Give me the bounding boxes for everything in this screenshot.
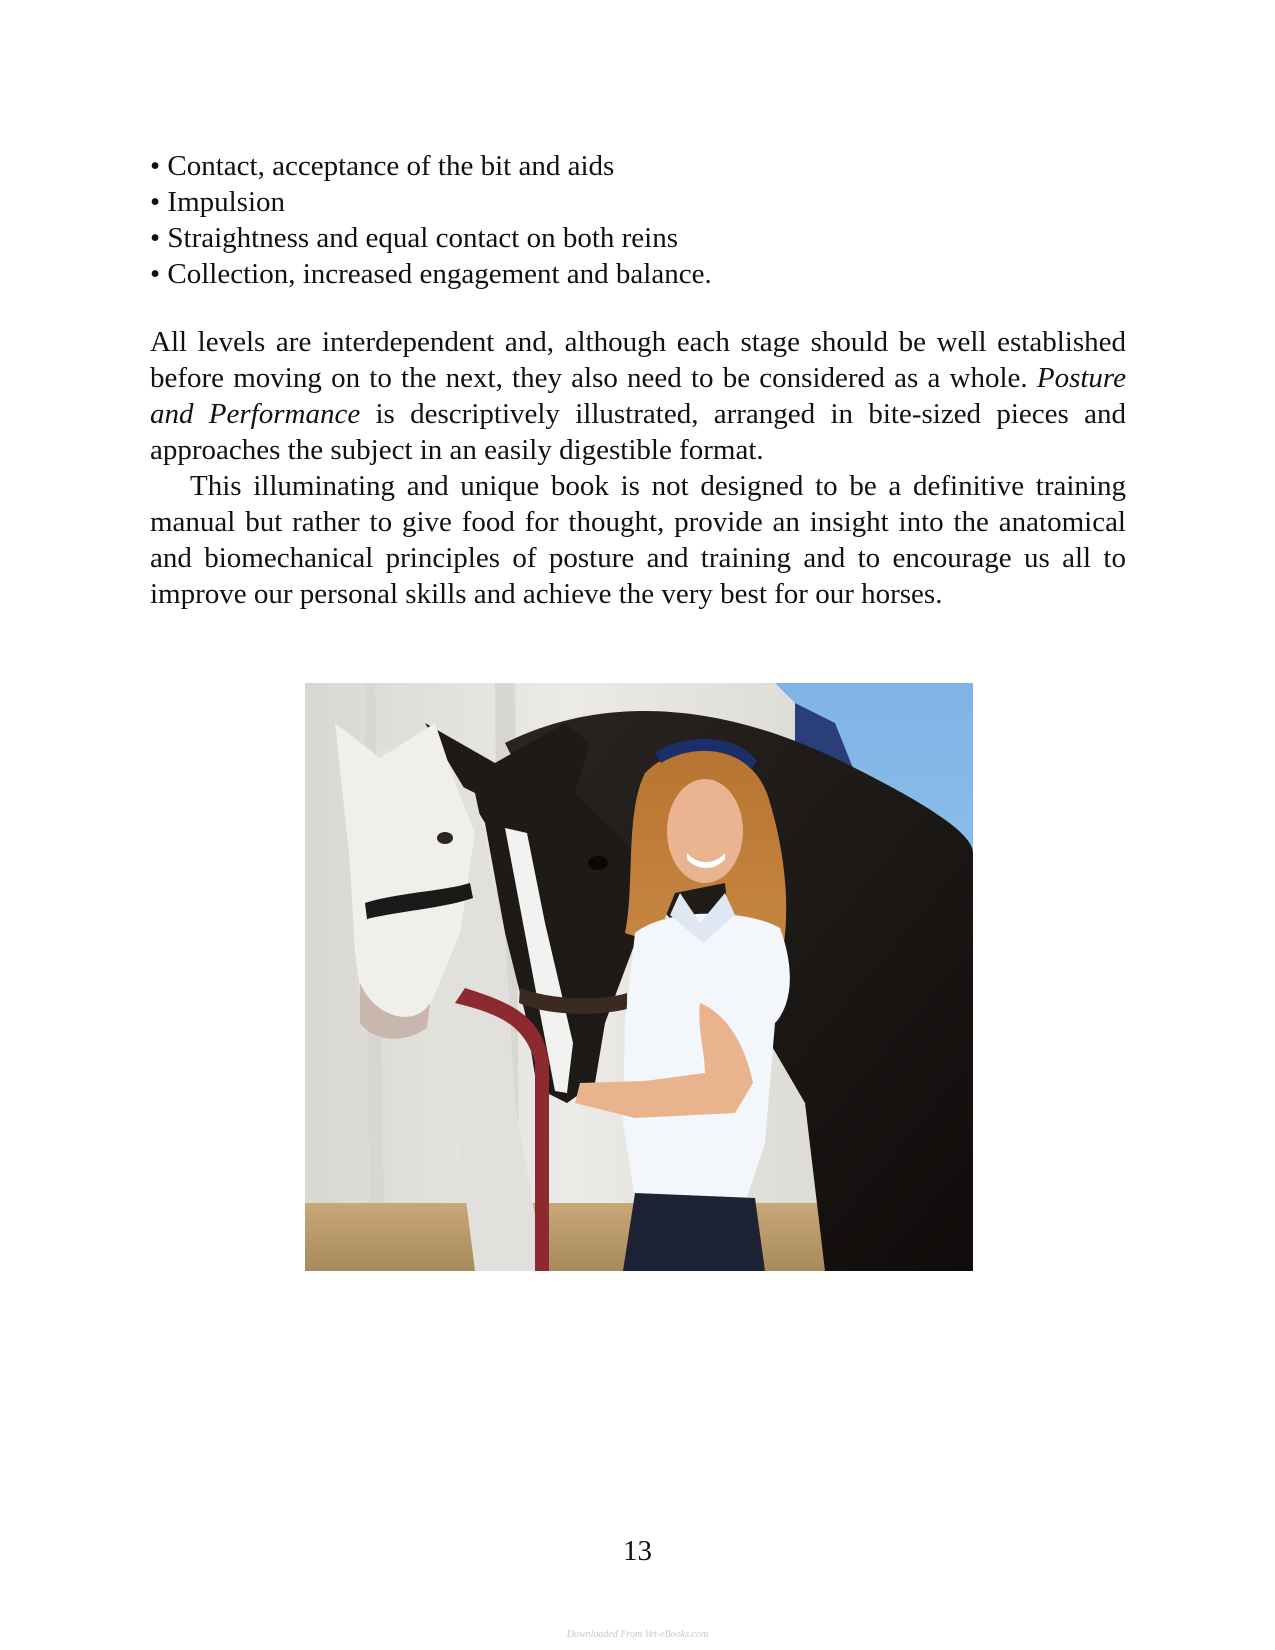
bullet-item bbox=[150, 220, 1130, 256]
book-title-italic: Posture and Performance bbox=[150, 362, 1126, 430]
bullet-item bbox=[150, 148, 1130, 184]
paragraph-intro-part1: All levels are interdependent and, although each stage should be well established before moving on to the next, they also need to be considered as a whole. bbox=[150, 326, 1126, 394]
bullet-marker: • bbox=[150, 186, 161, 218]
paragraph-second: This illuminating and unique book is not designed to be a definitive training manual but rather to give food for thought, provide an insight into the anatomical and biomechanical principles of posture and training and to encourage us all to improve our personal skills and achieve the very best for our horses. bbox=[150, 470, 1126, 610]
black-horse-eye bbox=[588, 856, 608, 870]
bullet-text: Straightness and equal contact on both reins bbox=[167, 222, 679, 254]
page-number: 13 bbox=[623, 1535, 652, 1567]
download-footer: Downloaded From Vet-eBooks.com bbox=[566, 1629, 709, 1640]
woman-pants bbox=[623, 1193, 765, 1271]
bullet-marker: • bbox=[150, 222, 161, 254]
bullet-marker: • bbox=[150, 258, 161, 290]
bullet-text: Contact, acceptance of the bit and aids bbox=[167, 150, 615, 182]
bullet-item bbox=[150, 184, 1130, 220]
white-horse-eye bbox=[437, 832, 453, 844]
bullet-text: Collection, increased engagement and balance. bbox=[167, 258, 712, 290]
bullet-item bbox=[150, 256, 1130, 292]
bullet-marker: • bbox=[150, 150, 161, 182]
body-text bbox=[150, 324, 1126, 612]
paragraph-intro-part2: is descriptively illustrated, arranged in bite-sized pieces and approaches the subject in an easily digestible format. bbox=[150, 398, 1126, 466]
bullet-list bbox=[150, 148, 1130, 292]
photo-illustration bbox=[305, 683, 973, 1271]
horses-photo bbox=[305, 683, 973, 1271]
paragraph-intro bbox=[150, 324, 1126, 468]
bullet-text: Impulsion bbox=[167, 186, 286, 218]
